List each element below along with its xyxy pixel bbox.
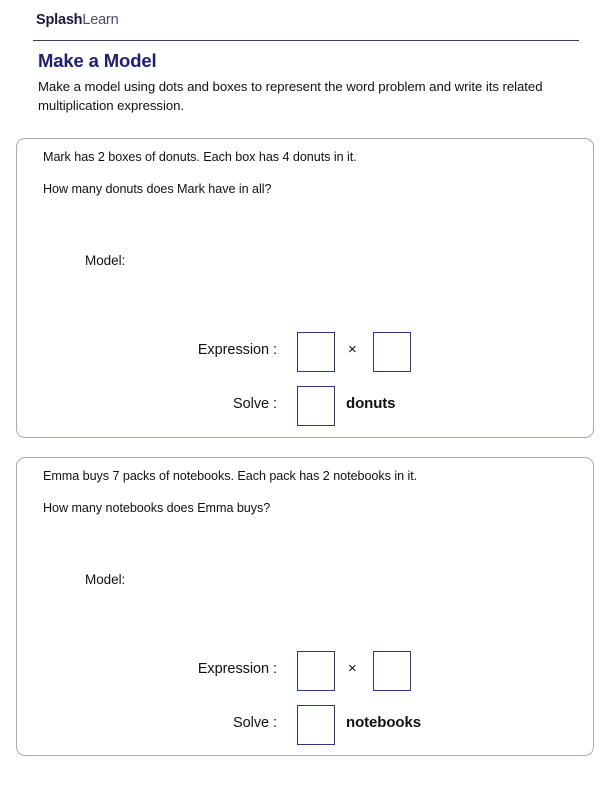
answer-area-2 [17,648,595,756]
logo-learn-text: Learn [82,12,119,28]
multiplication-icon-2: × [348,660,357,677]
problem-card-1 [16,138,594,438]
solve-unit-2: notebooks [346,714,421,731]
problem-line-2a: Emma buys 7 packs of notebooks. Each pack has 2 notebooks in it. [43,469,418,483]
model-label-2: Model: [85,572,126,587]
answer-area-1 [17,329,595,437]
expression-label-2: Expression : [197,661,277,677]
solve-row-2 [17,702,595,756]
title-block [38,50,583,116]
expression-row-1 [17,329,595,383]
solve-box-2[interactable] [297,705,335,745]
header-divider [33,40,579,41]
splashlearn-logo [36,13,118,28]
problem-statement-1 [43,148,563,199]
solve-row-1 [17,383,595,437]
expression-box-2-second[interactable] [373,651,411,691]
logo-splash-text: Splash [36,12,83,28]
worksheet-instructions: Make a model using dots and boxes to represent the word problem and write its related multiplication expression. [38,79,543,113]
problem-line-1a: Mark has 2 boxes of donuts. Each box has 4 donuts in it. [43,150,357,164]
problem-card-2 [16,457,594,756]
expression-box-2-first[interactable] [297,651,335,691]
multiplication-icon-1: × [348,341,357,358]
page-title: Make a Model [38,50,157,71]
model-label-1: Model: [85,253,126,268]
solve-label-1: Solve : [233,396,277,412]
expression-box-1-first[interactable] [297,332,335,372]
expression-box-1-second[interactable] [373,332,411,372]
problem-line-1b: How many donuts does Mark have in all? [43,182,272,197]
expression-label-1: Expression : [197,342,277,358]
solve-box-1[interactable] [297,386,335,426]
problem-line-2b: How many notebooks does Emma buys? [43,501,271,516]
solve-label-2: Solve : [233,715,277,731]
expression-row-2 [17,648,595,702]
solve-unit-1: donuts [346,395,396,412]
problem-statement-2 [43,467,563,518]
